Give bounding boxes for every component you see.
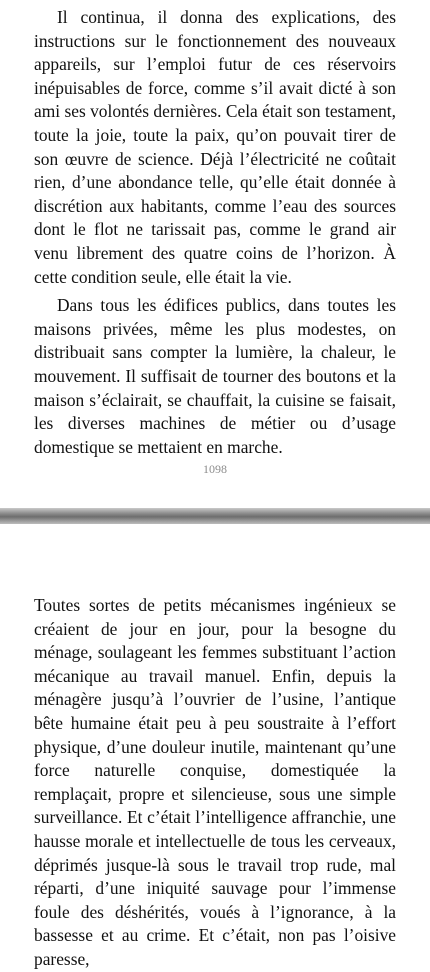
- page-text-top: [34, 6, 396, 459]
- paragraph: Toutes sortes de petits mécanismes ingénieux se créaient de jour en jour, pour la besogne du ménage, soulageant les femmes substituant l’action mécanique au travail manuel. Enfin, depuis la ménagère jusqu’à l’ouvrier de l’usine, l’antique bête humaine était peu à peu soustraite à l’effort physique, d’une douleur inutile, maintenant qu’une force naturelle conquise, domestiquée la remplaçait, propre et silencieuse, sous une simple surveillance. Et c’était l’intelligence affranchie, une hausse morale et intellectuelle de tous les cerveaux, déprimés jusque-là sous le travail trop rude, mal réparti, d’une iniquité sauvage pour l’immense foule des déshérités, voués à l’ignorance, à la bassesse et au crime. Et c’était, non pas l’oisive paresse,: [34, 595, 396, 969]
- page-number: 1098: [203, 462, 227, 476]
- page-separator: [0, 508, 430, 524]
- page-text-bottom: [34, 594, 396, 972]
- paragraph: Il continua, il donna des explications, des instructions sur le fonctionnement des nouveaux appareils, sur l’emploi futur de ces réservoirs inépuisables de force, comme s’il avait dicté à son ami ses volontés dernières. Cela était son testament, toute la joie, toute la paix, qu’on pouvait tirer de son œuvre de science. Déjà l’électricité ne coûtait rien, d’une abondance telle, qu’elle était donnée à discrétion aux habitants, comme l’eau des sources dont le flot ne tarissait pas, comme le grand air venu librement des quatre coins de l’horizon. À cette condition seule, elle était la vie.: [34, 7, 396, 287]
- reader-page-bottom: [0, 524, 430, 969]
- paragraph: Dans tous les édifices publics, dans toutes les maisons privées, même les plus modestes, on distribuait sans compter la lumière, la chaleur, le mouvement. Il suffisait de tourner des boutons et la maison s’éclairait, se chauffait, la cuisine se faisait, les diverses machines de métier ou d’usage domestique se mettaient en marche.: [34, 295, 396, 457]
